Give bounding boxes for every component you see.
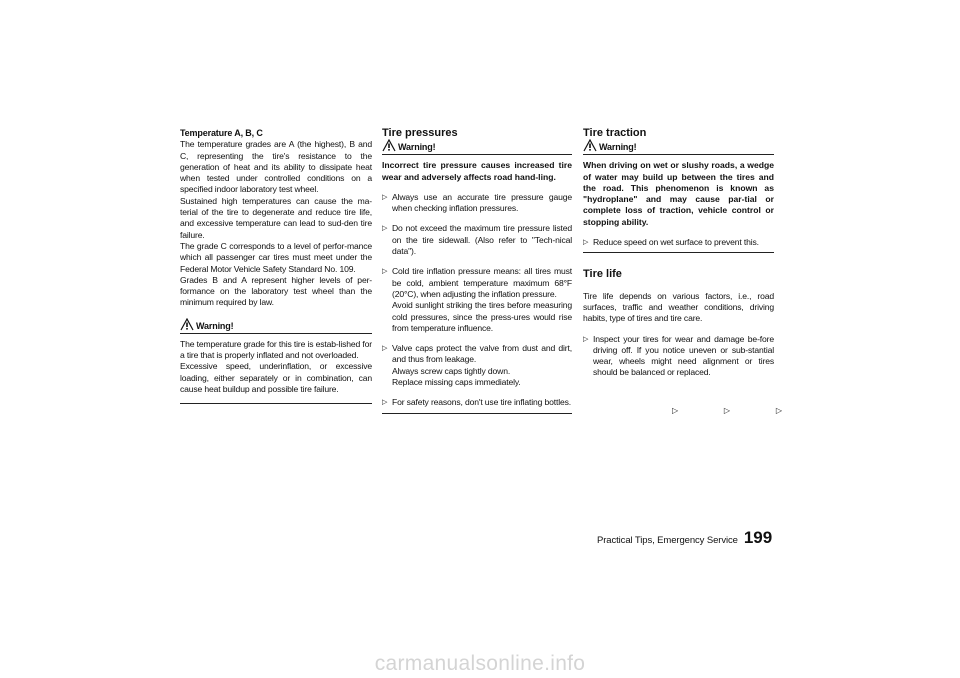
list-item	[382, 343, 572, 388]
bullet-arrow-icon: ▷	[382, 345, 388, 353]
warning-header	[583, 139, 774, 155]
list-item	[382, 397, 572, 408]
temperature-paragraph: The temperature grades are A (the highest), B and C, representing the tire's resistance to the generation of heat and its ability to dissipate heat when tested under controlled conditions on a specified indoor laboratory test wheel. Sustained high temperatures can cause the ma-terial of the tire to degenerate and reduce tire life, and excessive temperature can lead to sud-den tire failure. The grade C corresponds to a level of perfor-mance which all passenger car tires must meet under the Federal Motor Vehicle Safety Standard No. 109. Grades B and A represent higher levels of per-formance on the laboratory test wheel than the minimum required by law.	[180, 139, 372, 308]
list-item-text: Always use an accurate tire pressure gauge when checking inflation pressures.	[392, 191, 572, 214]
list-item-text: For safety reasons, don't use tire inflating bottles.	[392, 397, 572, 408]
warning-header	[382, 139, 572, 155]
list-item-text: Valve caps protect the valve from dust and dirt, and thus from leakage. Always screw caps tightly down. Replace missing caps immediately.	[392, 343, 572, 388]
warning-text: The temperature grade for this tire is estab-lished for a tire that is properly inflated and not overloaded. Excessive speed, underinflation, or excessive loading, either separately or in combination, can cause heat buildup and possible tire failure.	[180, 338, 372, 394]
warning-icon	[583, 139, 597, 152]
warning-label: Warning!	[599, 142, 637, 153]
column-tire-traction	[583, 128, 774, 388]
heading-tire-traction: Tire traction	[583, 127, 647, 139]
page-footer	[597, 528, 772, 548]
warning-icon	[180, 318, 194, 331]
column-temperature	[180, 128, 372, 404]
list-item	[583, 237, 774, 248]
list-item	[382, 192, 572, 215]
list-item-text: Reduce speed on wet surface to prevent this.	[593, 237, 759, 248]
bullet-arrow-icon: ▷	[382, 399, 388, 407]
continue-arrows	[672, 406, 782, 415]
list-item	[583, 334, 774, 379]
warning-header	[180, 318, 372, 334]
continue-arrow-icon: ▷	[723, 406, 731, 415]
warning-label: Warning!	[196, 320, 234, 331]
subheading-temperature: Temperature A, B, C	[180, 128, 263, 138]
warning-label: Warning!	[398, 142, 436, 153]
list-item-text: Cold tire inflation pressure means: all tires must be cold, ambient temperature maximum 68°F (20°C), when adjusting the inflation pressure. Avoid sunlight striking the tires before measuring cold pressures, since the press-ures would rise from temperature influence.	[392, 266, 572, 333]
tire-life-paragraph: Tire life depends on various factors, i.e., road surfaces, traffic and weather conditions, driving habits, type of tires and tire care.	[583, 290, 774, 324]
section-end-rule	[382, 413, 572, 414]
list-item-text: Do not exceed the maximum tire pressure listed on the tire sidewall. (Also refer to "Tech-nical data").	[392, 223, 572, 257]
heading-tire-pressures: Tire pressures	[382, 127, 458, 139]
list-item-text: Inspect your tires for wear and damage be-fore driving off. If you notice uneven or sub-stantial wear, wheels might need alignment or tires should be balanced or replaced.	[593, 333, 774, 378]
heading-tire-life: Tire life	[583, 268, 622, 281]
bullet-arrow-icon: ▷	[382, 193, 388, 201]
warning-text: Incorrect tire pressure causes increased tire wear and adversely affects road hand-ling.	[382, 160, 572, 182]
bullet-arrow-icon: ▷	[583, 335, 589, 343]
warning-text: When driving on wet or slushy roads, a wedge of water may build up between the tires and the road. This phenomenon is known as "hydroplane" and may cause par-tial or complete loss of traction, vehicle control or stopping ability.	[583, 160, 774, 227]
continue-arrow-icon: ▷	[775, 406, 782, 415]
list-item	[382, 266, 572, 334]
warning-icon	[382, 139, 396, 152]
page-number: 199	[743, 528, 773, 547]
bullet-arrow-icon: ▷	[382, 225, 388, 233]
list-item	[382, 223, 572, 257]
footer-section-title: Practical Tips, Emergency Service	[597, 535, 738, 546]
section-end-rule	[180, 403, 372, 404]
continue-arrow-icon: ▷	[672, 406, 679, 415]
bullet-arrow-icon: ▷	[583, 239, 589, 247]
column-tire-pressures	[382, 128, 572, 414]
watermark: carmanualsonline.info	[374, 652, 586, 675]
bullet-arrow-icon: ▷	[382, 268, 388, 276]
